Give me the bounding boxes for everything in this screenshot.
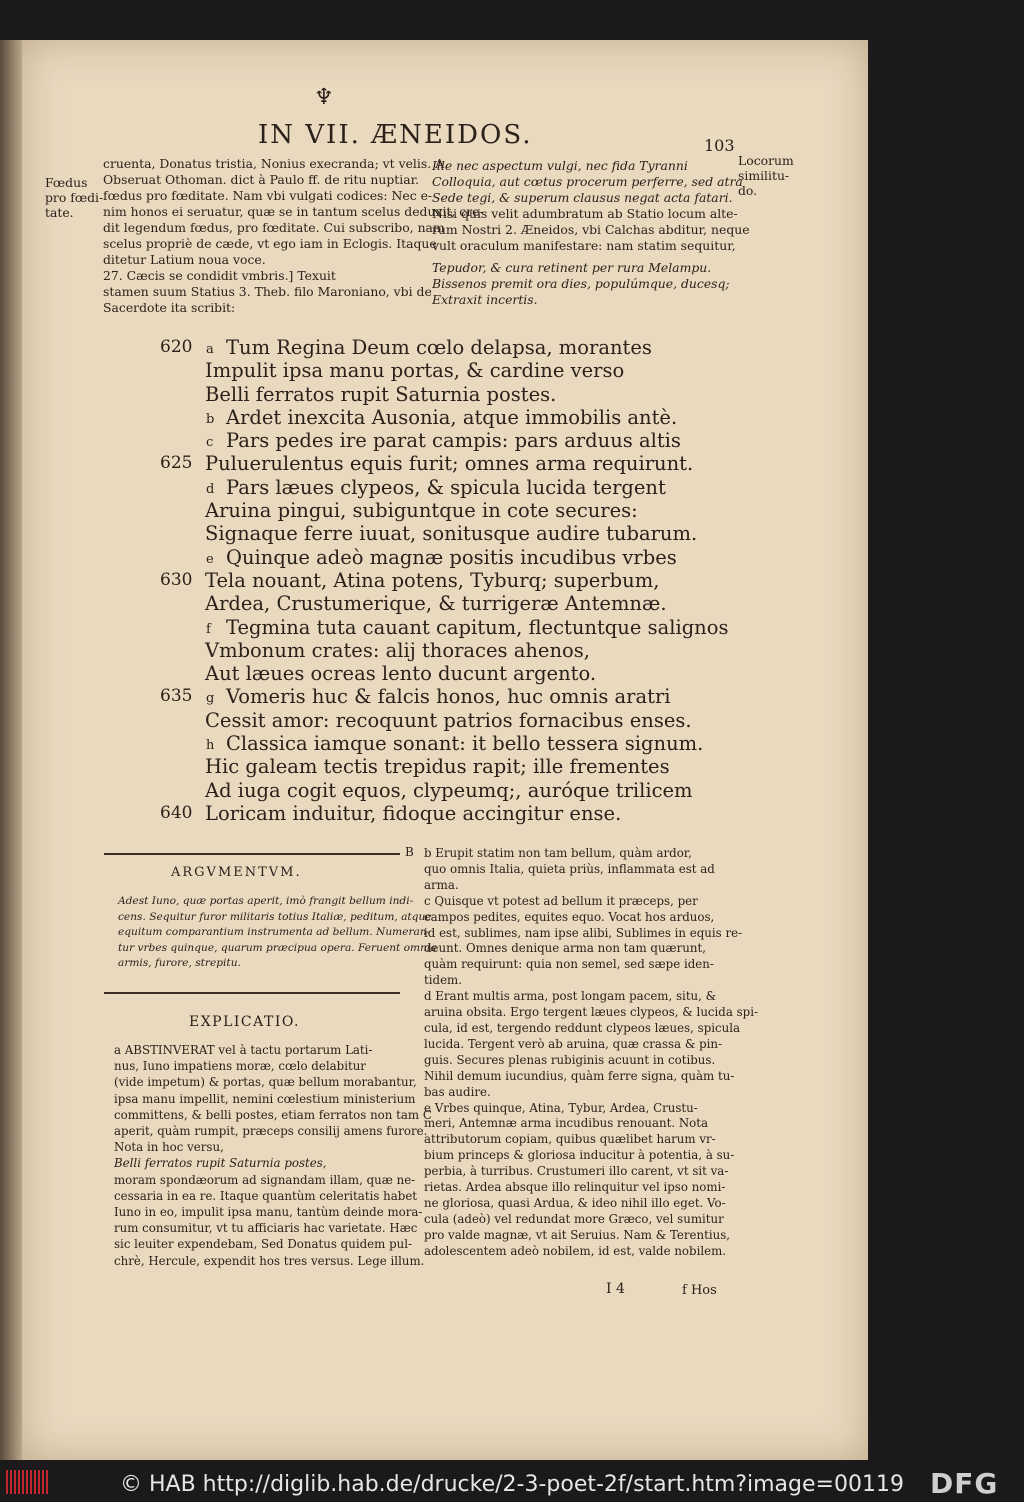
dfg-logo: DFG <box>930 1467 999 1500</box>
catchword: f Hos <box>682 1283 717 1298</box>
verse-line <box>160 499 660 522</box>
side-letter: B <box>405 845 414 859</box>
verse-line <box>160 778 693 802</box>
verse-text: Ardet inexcita Ausonia, atque immobilis antè. <box>226 405 678 429</box>
margin-line: tate. <box>45 205 74 220</box>
verse-text: Tegmina tuta cauant capitum, flectuntque salignos <box>226 615 729 639</box>
text-line: b Erupit statim non tam bellum, quàm ardor, <box>424 846 692 860</box>
verse-line <box>160 802 660 825</box>
margin-line: pro fœdi- <box>45 190 104 205</box>
text-line: Obseruat Othoman. dict à Paulo ff. de ritu nuptiar. <box>103 172 420 187</box>
text-line: 27. Cæcis se condidit vmbris.] Texuit <box>103 268 336 283</box>
hab-barcode-logo-icon <box>6 1470 50 1494</box>
viewer-footer <box>0 1462 1024 1502</box>
explicatio-text <box>114 1042 432 1269</box>
text-line: deunt. Omnes denique arma non tam quærunt, <box>424 941 706 956</box>
text-line: (vide impetum) & portas, quæ bellum morabantur, <box>114 1075 417 1090</box>
text-line: Nihil demum iucundius, quàm ferre signa, quàm tu- <box>424 1068 735 1083</box>
verse-text: Tela nouant, Atina potens, Tyburq; superbum, <box>205 568 660 592</box>
notes-column <box>424 846 758 1260</box>
text-line: e Vrbes quinque, Atina, Tybur, Ardea, Crustu- <box>424 1100 698 1115</box>
text-line: a ABSTINVERAT vel à tactu portarum Lati- <box>114 1043 373 1057</box>
text-line: cula, id est, tergendo reddunt clypeos læues, spicula <box>424 1020 741 1035</box>
text-line: Nota in hoc versu, <box>114 1140 224 1155</box>
text-line: Sacerdote ita scribit: <box>103 300 236 315</box>
verse-line <box>160 685 671 709</box>
text-line: committens, & belli postes, etiam ferratos non tam C <box>114 1107 432 1122</box>
explicatio-heading: EXPLICATIO. <box>189 1014 300 1030</box>
verse-line <box>160 639 660 662</box>
note-letter: h <box>206 738 215 754</box>
commentary-left-column <box>103 156 484 316</box>
line-number: 630 <box>160 569 193 590</box>
text-line: fœdus pro fœditate. Nam vbi vulgati codices: Nec e- <box>103 188 433 203</box>
verse-text: Pars læues clypeos, & spicula lucida tergent <box>226 475 666 499</box>
verse-text: Classica iamque sonant: it bello tessera signum. <box>226 732 704 756</box>
commentary-right-column <box>432 158 750 308</box>
text-line: guis. Secures plenas rubiginis acuunt in cotibus. <box>424 1052 716 1067</box>
verse-text: Quinque adeò magnæ positis incudibus vrbes <box>226 545 677 569</box>
text-line: cruenta, Donatus tristia, Nonius execranda; vt velis. A <box>103 156 445 171</box>
verse-line <box>160 732 704 756</box>
text-line: ditetur Latium noua voce. <box>103 252 266 267</box>
text-line: equitum comparantium instrumenta ad bellum. Numeran- <box>118 926 431 938</box>
verse-line <box>160 336 660 359</box>
note-letter: g <box>206 691 215 707</box>
verse-line <box>160 755 670 779</box>
text-line: id est, sublimes, nam ipse alibi, Sublimes in equis re- <box>424 925 743 940</box>
text-line: chrè, Hercule, expendit hos tres versus. Lege illum. <box>114 1253 425 1268</box>
text-line: attributorum copiam, quibus quælibet harum vr- <box>424 1132 716 1147</box>
text-line: dit legendum fœdus, pro fœditate. Cui subscribo, nam <box>103 220 445 235</box>
text-line: ipsa manu impellit, nemini cœlestium ministerium <box>114 1091 416 1106</box>
text-line: adolescentem adeò nobilem, id est, valde nobilem. <box>424 1243 727 1258</box>
note-letter: e <box>206 551 214 567</box>
copyright-url[interactable]: © HAB http://diglib.hab.de/drucke/2-3-poet-2f/start.htm?image=00119 <box>120 1472 904 1497</box>
text-line: perbia, à turribus. Crustumeri illo carent, vt sit va- <box>424 1164 729 1179</box>
text-line: cens. Sequitur furor militaris totius Italiæ, peditum, atque <box>118 910 432 923</box>
line-number: 640 <box>160 802 193 823</box>
verse-text: Vmbonum crates: alij thoraces ahenos, <box>205 638 590 662</box>
quote-line: Tepudor, & cura retinent per rura Melampu. <box>432 260 712 275</box>
text-line: bium princeps & gloriosa inducitur à potentia, à su- <box>424 1148 735 1163</box>
verse-block <box>160 336 729 825</box>
line-number: 635 <box>160 686 193 707</box>
note-letter: a <box>206 342 214 357</box>
note-letter: f <box>206 621 211 637</box>
margin-line: Fœdus <box>45 175 88 190</box>
verse-line <box>160 429 681 453</box>
text-line: meri, Antemnæ arma incudibus renouant. Nota <box>424 1116 709 1131</box>
text-line: campos pedites, equites equo. Vocat hos arduos, <box>424 909 715 924</box>
verse-line <box>160 592 667 616</box>
argumentum-heading: ARGVMENTVM. <box>171 865 302 880</box>
text-line: arma. <box>424 877 459 892</box>
verse-text: Pars pedes ire parat campis: pars arduus altis <box>226 429 681 453</box>
text-line: Adest Iuno, quæ portas aperit, imò frangit bellum indi- <box>118 895 414 907</box>
text-line: rum consumitur, vt tu afficiaris hac varietate. Hæc <box>114 1221 418 1236</box>
text-line: rum Nostri 2. Æneidos, vbi Calchas abditur, neque <box>432 222 750 237</box>
verse-text: Puluerulentus equis furit; omnes arma requirunt. <box>205 452 694 476</box>
verse-line <box>160 452 694 476</box>
text-line: bas audire. <box>424 1084 491 1099</box>
text-line: rietas. Ardea absque illo relinquitur vel ipso nomi- <box>424 1180 726 1195</box>
text-line: nim honos ei seruatur, quæ se in tantum scelus deduxit, cre- <box>103 204 484 219</box>
quote-line: Sede tegi, & superum clausus negat acta fatari. <box>432 190 733 205</box>
verse-text: Loricam induitur, fidoque accingitur ense. <box>205 801 622 825</box>
verse-text: Vomeris huc & falcis honos, huc omnis aratri <box>226 685 671 709</box>
text-line: nus, Iuno impatiens moræ, cœlo delabitur <box>114 1059 366 1074</box>
verse-line <box>160 545 677 569</box>
verse-text: Hic galeam tectis trepidus rapit; ille frementes <box>205 755 670 779</box>
verse-text: Impulit ipsa manu portas, & cardine verso <box>205 359 625 383</box>
verse-line <box>160 405 678 429</box>
text-line: aruina obsita. Ergo tergent læues clypeos, & lucida spi- <box>424 1005 758 1020</box>
section-rule <box>104 992 400 994</box>
text-line: c Quisque vt potest ad bellum it præceps, per <box>424 893 698 908</box>
verse-text: Belli ferratos rupit Saturnia postes. <box>205 382 557 406</box>
verse-line <box>160 708 692 732</box>
verse-text: Cessit amor: recoquunt patrios fornacibus enses. <box>205 708 692 732</box>
verse-line <box>160 522 698 546</box>
section-rule <box>104 853 400 855</box>
text-line: armis, furore, strepitu. <box>118 957 241 969</box>
text-line: Iuno in eo, impulit ipsa manu, tantùm deinde mora- <box>114 1205 423 1220</box>
note-letter: d <box>206 481 215 497</box>
text-line: pro valde magnæ, vt ait Seruius. Nam & Terentius, <box>424 1227 731 1242</box>
quote-line: Colloquia, aut cœtus procerum perferre, sed atra <box>432 174 743 189</box>
line-number: 625 <box>160 453 193 474</box>
text-line: stamen suum Statius 3. Theb. filo Maroniano, vbi de <box>103 284 432 299</box>
signature-mark: I 4 <box>606 1281 625 1297</box>
text-line: tur vrbes quinque, quarum præcipua opera. Feruent omnia <box>118 941 437 954</box>
verse-text: Tum Regina Deum cœlo delapsa, morantes <box>226 336 652 359</box>
verse-line <box>160 383 660 406</box>
quote-line: Extraxit incertis. <box>432 292 538 307</box>
text-line: aperit, quàm rumpit, præceps consilij amens furore. <box>114 1124 428 1139</box>
text-line: cula (adeò) vel redundat more Græco, vel sumitur <box>424 1211 724 1226</box>
text-line: quo omnis Italia, quieta priùs, inflammata est ad <box>424 861 715 876</box>
text-line: sic leuiter expendebam, Sed Donatus quidem pul- <box>114 1237 412 1252</box>
verse-line <box>160 475 666 499</box>
verse-text: Aruina pingui, subiguntque in cote secures: <box>205 499 638 523</box>
text-line: ne gloriosa, quasi Ardua, & ideo nihil illo eget. Vo- <box>424 1195 726 1210</box>
verse-line <box>160 359 660 382</box>
left-margin-note <box>45 175 103 220</box>
margin-line: similitu- <box>738 168 790 183</box>
text-line: quàm requirunt: quia non semel, sed sæpe iden- <box>424 957 714 972</box>
verse-line <box>160 615 729 639</box>
printers-ornament: ♆ <box>314 85 334 110</box>
argumentum-text <box>118 894 437 972</box>
right-margin-note <box>738 153 794 198</box>
margin-line: Locorum <box>738 153 794 168</box>
text-line: lucida. Tergent verò ab aruina, quæ crassa & pin- <box>424 1036 722 1051</box>
adjacent-page-edge <box>0 40 22 1460</box>
text-line: tidem. <box>424 973 462 988</box>
text-line: Nisi quis velit adumbratum ab Statio locum alte- <box>432 206 738 221</box>
text-line: vult oraculum manifestare: nam statim sequitur, <box>432 238 736 253</box>
text-line: scelus propriè de cæde, vt ego iam in Eclogis. Itaque <box>103 236 437 251</box>
quote-line: Bissenos premit ora dies, populúmque, ducesq; <box>432 276 730 291</box>
quote-line: Belli ferratos rupit Saturnia postes, <box>114 1156 327 1171</box>
folio-number: 103 <box>704 136 735 155</box>
verse-text: Aut læues ocreas lento ducunt argento. <box>205 662 597 686</box>
verse-text: Signaque ferre iuuat, sonitusque audire tubarum. <box>205 522 698 546</box>
verse-line <box>160 662 660 685</box>
quote-line: Ille nec aspectum vulgi, nec fida Tyranni <box>432 158 688 173</box>
verse-text: Ad iuga cogit equos, clypeumq;, auróque trilicem <box>205 778 693 802</box>
note-letter: b <box>206 411 215 427</box>
margin-line: do. <box>738 183 758 198</box>
line-number: 620 <box>160 337 193 357</box>
running-header: IN VII. ÆNEIDOS. <box>258 120 533 150</box>
text-line: cessaria in ea re. Itaque quantùm celeritatis habet <box>114 1188 418 1203</box>
verse-line <box>160 569 660 592</box>
note-letter: c <box>206 435 214 451</box>
text-line: d Erant multis arma, post longam pacem, situ, & <box>424 989 717 1004</box>
verse-text: Ardea, Crustumerique, & turrigeræ Antemnæ. <box>205 592 667 616</box>
text-line: moram spondæorum ad signandam illam, quæ ne- <box>114 1172 416 1187</box>
